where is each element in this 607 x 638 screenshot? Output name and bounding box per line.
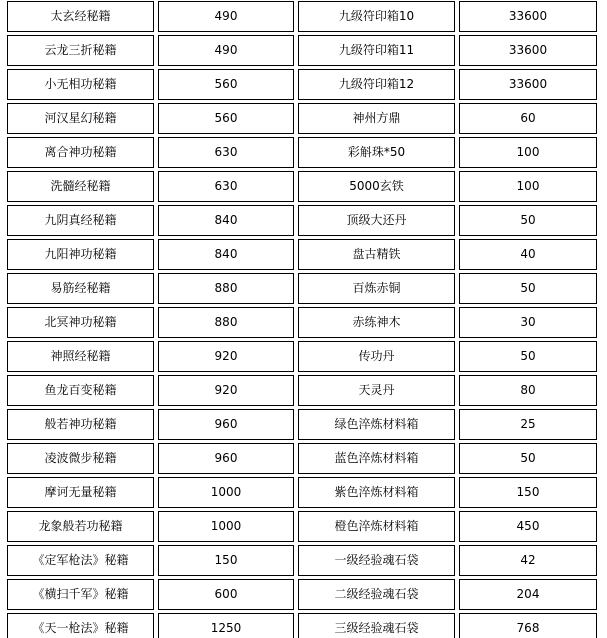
item-price-cell: 880 <box>158 307 294 338</box>
table-row <box>7 579 597 610</box>
item-price-cell: 100 <box>459 171 597 202</box>
item-price-cell: 50 <box>459 273 597 304</box>
item-name-cell: 易筋经秘籍 <box>7 273 154 304</box>
table-row <box>7 239 597 270</box>
item-name-cell: 龙象般若功秘籍 <box>7 511 154 542</box>
item-price-cell: 560 <box>158 69 294 100</box>
item-price-cell: 1000 <box>158 477 294 508</box>
item-price-cell: 490 <box>158 35 294 66</box>
item-price-cell: 840 <box>158 205 294 236</box>
table-row <box>7 171 597 202</box>
item-price-cell: 490 <box>158 1 294 32</box>
item-name-cell: 彩斛珠*50 <box>298 137 455 168</box>
item-name-cell: 离合神功秘籍 <box>7 137 154 168</box>
item-price-cell: 30 <box>459 307 597 338</box>
item-name-cell: 传功丹 <box>298 341 455 372</box>
item-name-cell: 蓝色淬炼材料箱 <box>298 443 455 474</box>
item-name-cell: 赤练神木 <box>298 307 455 338</box>
table-row <box>7 307 597 338</box>
table-row <box>7 137 597 168</box>
table-row <box>7 1 597 32</box>
table-row <box>7 409 597 440</box>
item-price-cell: 920 <box>158 341 294 372</box>
item-name-cell: 绿色淬炼材料箱 <box>298 409 455 440</box>
item-name-cell: 天灵丹 <box>298 375 455 406</box>
item-name-cell: 般若神功秘籍 <box>7 409 154 440</box>
item-name-cell: 鱼龙百变秘籍 <box>7 375 154 406</box>
item-name-cell: 北冥神功秘籍 <box>7 307 154 338</box>
item-price-cell: 1000 <box>158 511 294 542</box>
table-row <box>7 613 597 638</box>
table-row <box>7 511 597 542</box>
item-name-cell: 《定军枪法》秘籍 <box>7 545 154 576</box>
item-price-cell: 920 <box>158 375 294 406</box>
item-name-cell: 三级经验魂石袋 <box>298 613 455 638</box>
item-name-cell: 5000玄铁 <box>298 171 455 202</box>
item-name-cell: 《天一枪法》秘籍 <box>7 613 154 638</box>
item-price-cell: 204 <box>459 579 597 610</box>
table-row <box>7 545 597 576</box>
table-row <box>7 477 597 508</box>
item-price-cell: 25 <box>459 409 597 440</box>
item-name-cell: 洗髓经秘籍 <box>7 171 154 202</box>
item-name-cell: 河汉星幻秘籍 <box>7 103 154 134</box>
item-price-cell: 768 <box>459 613 597 638</box>
table-row <box>7 273 597 304</box>
item-price-cell: 50 <box>459 341 597 372</box>
table-row <box>7 375 597 406</box>
item-price-cell: 50 <box>459 443 597 474</box>
item-name-cell: 九阳神功秘籍 <box>7 239 154 270</box>
item-price-cell: 40 <box>459 239 597 270</box>
item-name-cell: 九阴真经秘籍 <box>7 205 154 236</box>
item-name-cell: 盘古精铁 <box>298 239 455 270</box>
table-row <box>7 205 597 236</box>
item-name-cell: 橙色淬炼材料箱 <box>298 511 455 542</box>
item-price-cell: 50 <box>459 205 597 236</box>
item-name-cell: 太玄经秘籍 <box>7 1 154 32</box>
table-row <box>7 103 597 134</box>
item-price-cell: 1250 <box>158 613 294 638</box>
item-price-cell: 33600 <box>459 1 597 32</box>
item-price-cell: 33600 <box>459 69 597 100</box>
item-price-cell: 100 <box>459 137 597 168</box>
item-price-cell: 630 <box>158 171 294 202</box>
item-name-cell: 《横扫千军》秘籍 <box>7 579 154 610</box>
item-price-cell: 840 <box>158 239 294 270</box>
item-name-cell: 摩诃无量秘籍 <box>7 477 154 508</box>
item-name-cell: 小无相功秘籍 <box>7 69 154 100</box>
table-row <box>7 443 597 474</box>
item-price-cell: 600 <box>158 579 294 610</box>
item-name-cell: 九级符印箱10 <box>298 1 455 32</box>
item-price-cell: 880 <box>158 273 294 304</box>
table-row <box>7 341 597 372</box>
item-name-cell: 凌波微步秘籍 <box>7 443 154 474</box>
item-name-cell: 二级经验魂石袋 <box>298 579 455 610</box>
item-price-cell: 42 <box>459 545 597 576</box>
item-price-cell: 450 <box>459 511 597 542</box>
item-name-cell: 百炼赤铜 <box>298 273 455 304</box>
item-price-cell: 80 <box>459 375 597 406</box>
item-price-cell: 33600 <box>459 35 597 66</box>
item-name-cell: 紫色淬炼材料箱 <box>298 477 455 508</box>
price-table-body <box>7 1 597 638</box>
item-price-cell: 960 <box>158 409 294 440</box>
item-price-cell: 630 <box>158 137 294 168</box>
item-name-cell: 顶级大还丹 <box>298 205 455 236</box>
item-name-cell: 九级符印箱12 <box>298 69 455 100</box>
item-price-cell: 560 <box>158 103 294 134</box>
item-price-cell: 150 <box>459 477 597 508</box>
item-name-cell: 神州方鼎 <box>298 103 455 134</box>
item-name-cell: 九级符印箱11 <box>298 35 455 66</box>
item-name-cell: 一级经验魂石袋 <box>298 545 455 576</box>
item-price-cell: 150 <box>158 545 294 576</box>
price-table <box>3 0 601 638</box>
item-name-cell: 云龙三折秘籍 <box>7 35 154 66</box>
table-row <box>7 69 597 100</box>
table-row <box>7 35 597 66</box>
item-price-cell: 60 <box>459 103 597 134</box>
item-price-cell: 960 <box>158 443 294 474</box>
item-name-cell: 神照经秘籍 <box>7 341 154 372</box>
